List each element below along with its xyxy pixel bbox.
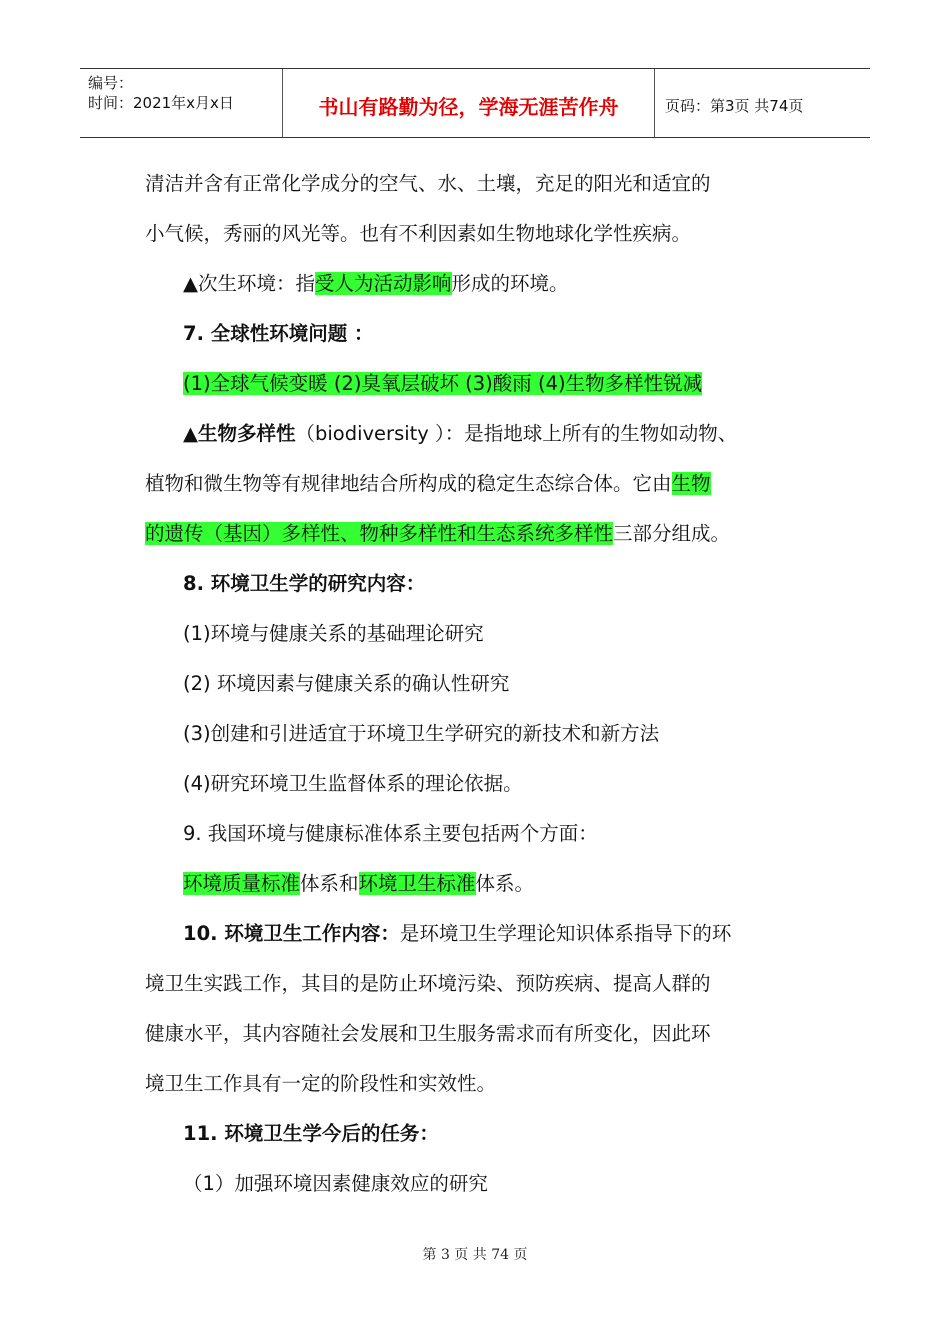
list-item: (4)研究环境卫生监督体系的理论依据。 [183, 772, 523, 795]
secondary-environment-line [183, 270, 569, 298]
paragraph-line [145, 470, 711, 498]
highlighted-text: 的遗传（基因）多样性、物种多样性和生态系统多样性 [145, 522, 614, 545]
text-span: 植物和微生物等有规律地结合所构成的稳定生态综合体。它由 [145, 472, 672, 495]
section-heading-9: 9. 我国环境与健康标准体系主要包括两个方面： [183, 822, 598, 845]
page-header [80, 68, 870, 138]
highlighted-text: 环境质量标准 [183, 872, 301, 895]
paragraph-line: 境卫生工作具有一定的阶段性和实效性。 [145, 1072, 497, 1095]
text-span: （biodiversity ）：是指地球上所有的生物如动物、 [295, 422, 738, 445]
global-issues-line [183, 370, 702, 398]
list-item: (1)环境与健康关系的基础理论研究 [183, 622, 484, 645]
list-item: (3)创建和引进适宜于环境卫生学研究的新技术和新方法 [183, 722, 660, 745]
text-span: ▲次生环境：指 [183, 272, 315, 295]
text-span: 三部分组成。 [613, 522, 731, 545]
term-bold: ▲生物多样性 [183, 422, 296, 445]
text-span: 体系。 [475, 872, 535, 895]
paragraph-line: 健康水平，其内容随社会发展和卫生服务需求而有所变化，因此环 [145, 1022, 711, 1045]
term-bold: 10. 环境卫生工作内容： [183, 922, 400, 945]
serial-number-label: 编号： [88, 74, 134, 92]
highlighted-text: (1)全球气候变暖 (2)臭氧层破坏 (3)酸雨 (4)生物多样性锐减 [183, 372, 703, 395]
text-span: 体系和 [300, 872, 359, 895]
text-span: 是环境卫生学理论知识体系指导下的环 [399, 922, 732, 945]
standards-line [183, 870, 534, 898]
page-footer: 第 3 页 共 74 页 [422, 1247, 528, 1263]
header-page-number: 页码：第3页 共74页 [665, 96, 804, 115]
biodiversity-line [183, 420, 737, 448]
paragraph-line [145, 520, 730, 548]
section-heading-10 [183, 920, 731, 948]
paragraph-line: 境卫生实践工作，其目的是防止环境污染、预防疾病、提高人群的 [145, 972, 711, 995]
highlighted-text: 生物 [671, 472, 711, 495]
highlighted-text: 环境卫生标准 [358, 872, 476, 895]
paragraph-line: 清洁并含有正常化学成分的空气、水、土壤，充足的阳光和适宜的 [145, 172, 711, 195]
highlighted-text: 受人为活动影响 [315, 272, 452, 295]
header-meta [80, 69, 282, 137]
section-heading-11: 11. 环境卫生学今后的任务： [183, 1122, 439, 1145]
list-item: (2) 环境因素与健康关系的确认性研究 [183, 672, 510, 695]
date-label: 时间：2021年x月x日 [88, 94, 234, 112]
paragraph-line: 小气候，秀丽的风光等。也有不利因素如生物地球化学性疾病。 [145, 222, 692, 245]
list-item: （1）加强环境因素健康效应的研究 [183, 1172, 488, 1195]
section-heading-7: 7. 全球性环境问题 ： [183, 322, 374, 345]
header-motto: 书山有路勤为径，学海无涯苦作舟 [282, 69, 655, 137]
text-span: 形成的环境。 [451, 272, 569, 295]
section-heading-8: 8. 环境卫生学的研究内容： [183, 572, 426, 595]
